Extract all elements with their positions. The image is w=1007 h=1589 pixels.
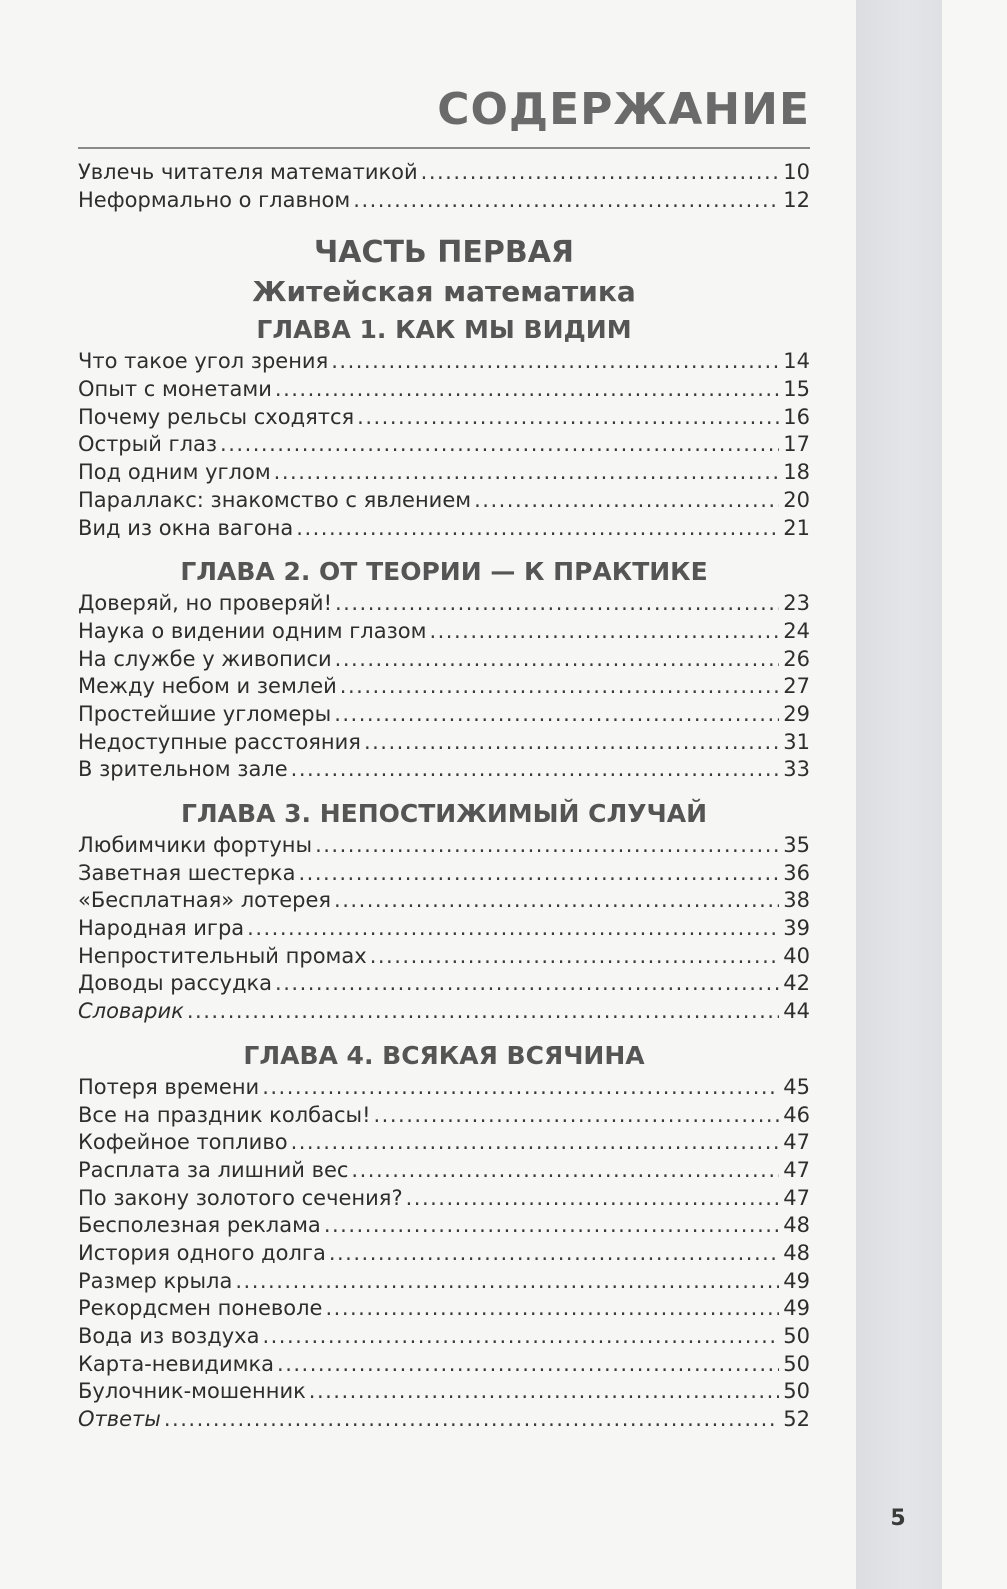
toc-entry-page: 39 [783,916,810,941]
dot-leader [262,1074,779,1102]
dot-leader [340,673,779,701]
toc-entry[interactable] [78,756,810,784]
toc-entry[interactable] [78,348,810,376]
toc-entry-page: 16 [783,404,810,429]
toc-entry-title: Между небом и землей [78,674,337,699]
toc-entry-page: 29 [783,701,810,726]
toc-entry-page: 50 [783,1351,810,1376]
chapter-heading: ГЛАВА 1. КАК МЫ ВИДИМ [256,315,632,345]
table-of-contents [78,80,810,1434]
chapter-section [78,1026,810,1434]
toc-entry[interactable] [78,832,810,860]
toc-entry-page: 21 [783,515,810,540]
toc-entry-page: 23 [783,591,810,616]
toc-entry[interactable] [78,1378,810,1406]
dot-leader [235,1268,779,1296]
chapters [78,312,810,1433]
dot-leader [296,515,779,543]
dot-leader [406,1185,780,1213]
toc-entry-page: 40 [783,943,810,968]
toc-entry-page: 36 [783,860,810,885]
toc-entry-title: Рекордсмен поневоле [78,1296,323,1321]
toc-entry[interactable] [78,1102,810,1130]
part-subtitle: Житейская математика [252,275,636,309]
toc-entry-title: Ответы [78,1407,161,1432]
dot-leader [315,832,779,860]
toc-entry[interactable] [78,1240,810,1268]
dot-leader [309,1378,779,1406]
toc-entry-page: 33 [783,757,810,782]
toc-entry-page: 26 [783,646,810,671]
dot-leader [274,459,780,487]
dot-leader [291,756,780,784]
toc-entry-title: Карта-невидимка [78,1351,275,1376]
toc-entry-title: По закону золотого сечения? [78,1185,403,1210]
page-number: 5 [890,1506,906,1531]
page-margin [942,0,1007,1589]
toc-entry[interactable] [78,673,810,701]
toc-entry-page: 47 [783,1157,810,1182]
dot-leader [334,701,779,729]
toc-entry[interactable] [78,431,810,459]
toc-entry-title: Непростительный промах [78,943,367,968]
toc-entry-title: Увлечь читателя математикой [78,160,418,184]
chapter-heading: ГЛАВА 4. ВСЯКАЯ ВСЯЧИНА [243,1040,645,1070]
dot-leader [275,376,779,404]
toc-entry-title: Почему рельсы сходятся [78,404,355,429]
toc-entry[interactable] [78,970,810,998]
toc-entry-title: Неформально о главном [78,187,351,212]
toc-entry-title: Бесполезная реклама [78,1213,321,1238]
toc-entry-title: Под одним углом [78,460,271,485]
toc-entry[interactable] [78,1295,810,1323]
toc-entry[interactable] [78,1212,810,1240]
toc-entry-page: 47 [783,1130,810,1155]
toc-entry-page: 49 [783,1268,810,1293]
toc-entry[interactable] [78,1129,810,1157]
toc-entry-title: Что такое угол зрения [78,349,329,374]
dot-leader [325,1295,779,1323]
toc-entry-page: 46 [783,1102,810,1127]
dot-leader [291,1129,780,1157]
page-title: СОДЕРЖАНИЕ [437,84,810,135]
dot-leader [474,487,779,515]
dot-leader [421,159,780,187]
toc-entry-title: Опыт с монетами [78,377,272,402]
intro-entries [78,159,810,214]
dot-leader [277,1351,779,1379]
toc-entry[interactable] [78,376,810,404]
toc-entry[interactable] [78,187,810,215]
toc-entry[interactable] [78,487,810,515]
toc-entry[interactable] [78,729,810,757]
dot-leader [262,1323,779,1351]
dot-leader [247,915,779,943]
title-divider [78,147,810,149]
toc-entry-title: Любимчики фортуны [78,833,313,857]
dot-leader [275,970,779,998]
toc-entry-title: Булочник-мошенник [78,1379,306,1404]
toc-entry-page: 17 [783,432,810,457]
dot-leader [351,1157,779,1185]
toc-entry-page: 47 [783,1185,810,1210]
dot-leader [324,1212,779,1240]
chapter-section [78,312,810,542]
toc-entry[interactable] [78,159,810,187]
toc-entry-title: Расплата за лишний вес [78,1157,349,1182]
toc-entry-page: 45 [783,1074,810,1099]
dot-leader [364,729,779,757]
toc-entry-page: 14 [783,349,810,374]
toc-entry-title: Народная игра [78,916,245,941]
chapter-heading: ГЛАВА 2. ОТ ТЕОРИИ — К ПРАКТИКЕ [180,557,708,587]
toc-entry-title: «Бесплатная» лотерея [78,888,332,913]
toc-entry-title: Параллакс: знакомство с явлением [78,487,472,512]
toc-entry[interactable] [78,1185,810,1213]
toc-entry[interactable] [78,887,810,915]
toc-entry-page: 50 [783,1379,810,1404]
dot-leader [220,431,779,459]
toc-entry-page: 27 [783,674,810,699]
toc-entry-title: Размер крыла [78,1268,233,1293]
toc-entry[interactable] [78,404,810,432]
toc-entry[interactable] [78,860,810,888]
toc-entry-page: 35 [783,833,810,857]
chapter-heading: ГЛАВА 3. НЕПОСТИЖИМЫЙ СЛУЧАЙ [180,799,708,828]
toc-entry[interactable] [78,1323,810,1351]
toc-entry-title: Вода из воздуха [78,1324,260,1348]
dot-leader [357,404,779,432]
toc-entry-page: 38 [783,888,810,913]
page-edge-strip [856,0,942,1589]
dot-leader [299,860,780,888]
toc-entry-page: 42 [783,971,810,996]
dot-leader [374,1102,780,1130]
toc-entry[interactable] [78,1268,810,1296]
dot-leader [331,348,779,376]
dot-leader [370,943,780,971]
chapter-section [78,542,810,784]
toc-entry-page: 49 [783,1296,810,1321]
toc-entry-page: 15 [783,377,810,402]
toc-entry-page: 12 [783,187,810,212]
toc-entry-page: 24 [783,618,810,643]
toc-entry-title: Вид из окна вагона [78,515,294,540]
toc-entry-title: Потеря времени [78,1074,260,1099]
toc-entry-page: 10 [783,160,810,184]
toc-entry[interactable] [78,618,810,646]
toc-entry[interactable] [78,1074,810,1102]
toc-entry-page: 52 [783,1407,810,1432]
toc-entry-title: Заветная шестерка [78,860,296,885]
dot-leader [353,187,779,215]
chapter-section [78,784,810,1026]
toc-entry-title: Простейшие угломеры [78,701,332,726]
toc-entry-title: Наука о видении одним глазом [78,618,427,643]
toc-entry-title: Доверяй, но проверяй! [78,591,332,616]
toc-entry[interactable] [78,943,810,971]
part-title: ЧАСТЬ ПЕРВАЯ [313,235,575,271]
toc-entry-page: 50 [783,1324,810,1348]
toc-entry-page: 18 [783,460,810,485]
toc-entry[interactable] [78,1406,810,1434]
toc-entry-title: Словарик [78,999,184,1024]
toc-entry-title: История одного долга [78,1240,326,1265]
toc-entry-title: Доводы рассудка [78,971,273,996]
toc-entry-title: Кофейное топливо [78,1130,288,1155]
toc-entry[interactable] [78,646,810,674]
dot-leader [335,590,779,618]
toc-entry-page: 20 [783,487,810,512]
toc-entry-page: 44 [783,999,810,1024]
toc-entry[interactable] [78,515,810,543]
toc-entry-title: Все на праздник колбасы! [78,1102,371,1127]
toc-entry[interactable] [78,1351,810,1379]
toc-entry-page: 31 [783,729,810,754]
dot-leader [329,1240,779,1268]
dot-leader [429,618,779,646]
toc-entry[interactable] [78,998,810,1026]
dot-leader [164,1406,779,1434]
toc-entry-title: Острый глаз [78,432,218,457]
toc-entry-title: На службе у живописи [78,646,332,671]
dot-leader [334,887,779,915]
toc-entry-page: 48 [783,1213,810,1238]
toc-entry[interactable] [78,701,810,729]
dot-leader [187,998,779,1026]
toc-entry[interactable] [78,590,810,618]
toc-entry-title: Недоступные расстояния [78,729,361,754]
toc-entry-title: В зрительном зале [78,757,288,782]
dot-leader [335,646,780,674]
toc-entry-page: 48 [783,1240,810,1265]
toc-entry[interactable] [78,1157,810,1185]
toc-entry[interactable] [78,459,810,487]
toc-entry[interactable] [78,915,810,943]
